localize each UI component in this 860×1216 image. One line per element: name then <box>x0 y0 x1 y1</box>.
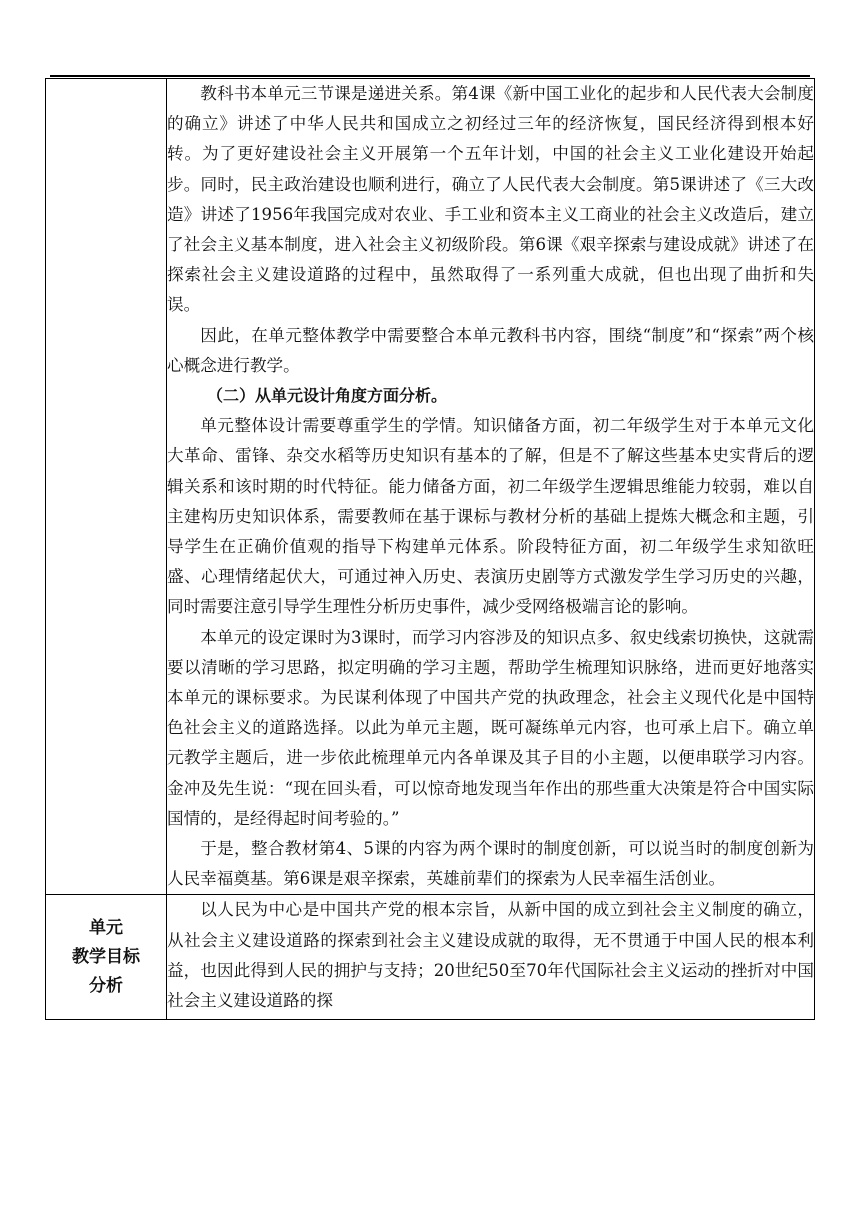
label-line: 单元 <box>89 917 123 938</box>
paragraph: 单元整体设计需要尊重学生的学情。知识储备方面，初二年级学生对于本单元文化大革命、雷锋、杂交水稻等历史知识有基本的了解，但是不了解这些基本史实背后的逻辑关系和该时期的时代特征。能力储备方面，初二年级学生逻辑思维能力较弱，难以自主建构历史知识体系，需要教师在基于课标与教材分析的基础上提炼大概念和主题，引导学生在正确价值观的指导下构建单元体系。阶段特征方面，初二年级学生求知欲旺盛、心理情绪起伏大，可通过神入历史、表演历史剧等方式激发学生学习历史的兴趣，同时需要注意引导学生理性分析历史事件，减少受网络极端言论的影响。 <box>167 416 814 617</box>
label-line: 分析 <box>89 975 123 996</box>
row-label-cell-empty <box>46 79 167 895</box>
goals-body-cell <box>167 895 815 1020</box>
lesson-plan-table <box>45 78 815 1020</box>
table-row <box>46 79 815 895</box>
row-label-teaching-goals <box>46 895 167 1020</box>
paragraph: 教科书本单元三节课是递进关系。第4课《新中国工业化的起步和人民代表大会制度的确立》讲述了中华人民共和国成立之初经过三年的经济恢复，国民经济得到根本好转。为了更好建设社会主义开展第一个五年计划，中国的社会主义工业化建设开始起步。同时，民主政治建设也顺利进行，确立了人民代表大会制度。第5课讲述了《三大改造》讲述了1956年我国完成对农业、手工业和资本主义工商业的社会主义改造后，建立了社会主义基本制度，进入社会主义初级阶段。第6课《艰辛探索与建设成就》讲述了在探索社会主义建设道路的过程中，虽然取得了一系列重大成就，但也出现了曲折和失误。 <box>167 84 814 315</box>
paragraph: 于是，整合教材第4、5课的内容为两个课时的制度创新，可以说当时的制度创新为人民幸福奠基。第6课是艰辛探索，英雄前辈们的探索为人民幸福生活创业。 <box>167 839 814 889</box>
header-rule <box>50 75 810 77</box>
paragraph: 以人民为中心是中国共产党的根本宗旨，从新中国的成立到社会主义制度的确立，从社会主义建设道路的探索到社会主义建设成就的取得，无不贯通于中国人民的根本利益，也因此得到人民的拥护与支持；20世纪50至70年代国际社会主义运动的挫折对中国社会主义建设道路的探 <box>167 900 814 1011</box>
section-subheading: （二）从单元设计角度方面分析。 <box>207 386 448 406</box>
label-line: 教学目标 <box>72 946 140 967</box>
analysis-body-cell <box>167 79 815 895</box>
table-row <box>46 895 815 1020</box>
goals-body-clip <box>167 895 814 1019</box>
paragraph: 本单元的设定课时为3课时，而学习内容涉及的知识点多、叙史线索切换快，这就需要以清晰的学习思路，拟定明确的学习主题，帮助学生梳理知识脉络，进而更好地落实本单元的课标要求。为民谋利体现了中国共产党的执政理念，社会主义现代化是中国特色社会主义的道路选择。以此为单元主题，既可凝练单元内容，也可承上启下。确立单元教学主题后，进一步依此梳理单元内各单课及其子目的小主题，以便串联学习内容。金冲及先生说：“现在回头看，可以惊奇地发现当年作出的那些重大决策是符合中国实际国情的，是经得起时间考验的。” <box>167 627 814 828</box>
paragraph: 因此，在单元整体教学中需要整合本单元教科书内容，围绕“制度”和“探索”两个核心概念进行教学。 <box>167 325 814 375</box>
